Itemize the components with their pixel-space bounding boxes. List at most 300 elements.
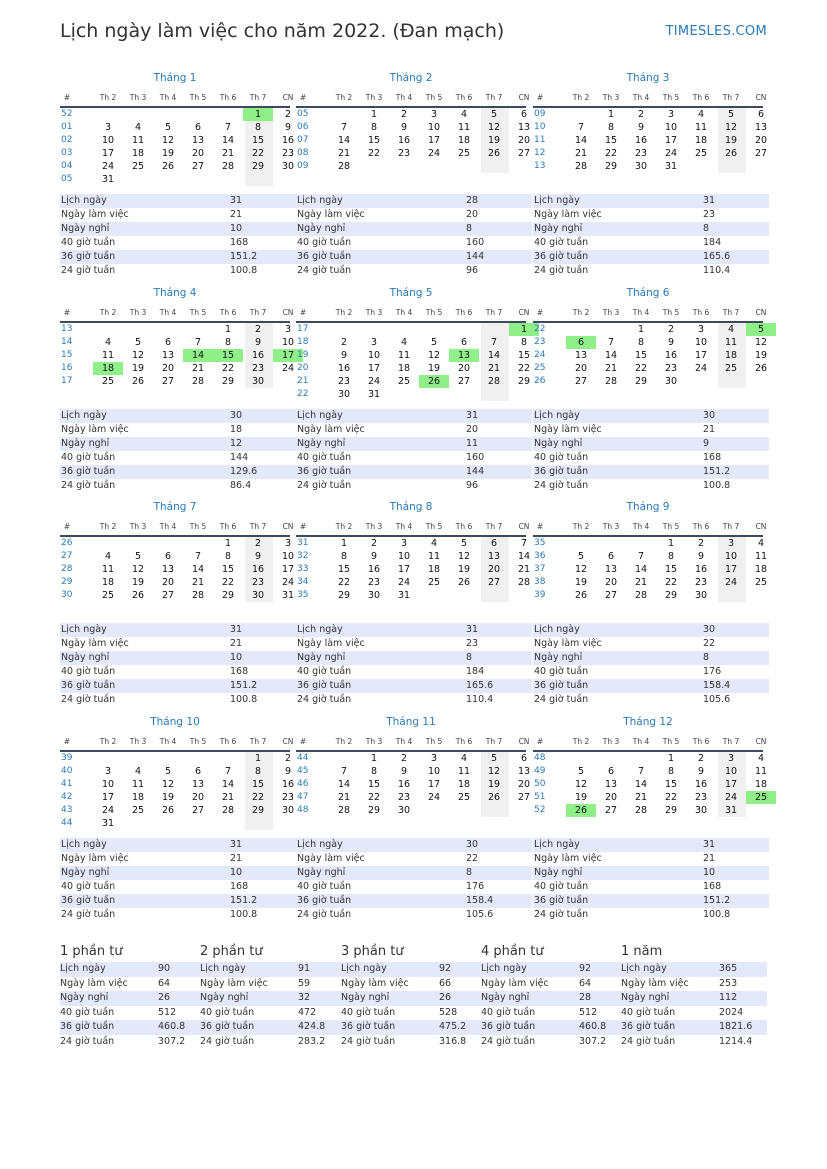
- day-cell[interactable]: 27: [604, 805, 618, 816]
- day-cell[interactable]: 30: [367, 590, 381, 601]
- day-cell[interactable]: 12: [457, 551, 471, 562]
- day-cell[interactable]: 11: [397, 350, 411, 361]
- day-cell[interactable]: 31: [724, 805, 738, 816]
- day-cell[interactable]: 17: [101, 148, 115, 159]
- day-cell[interactable]: 29: [251, 805, 265, 816]
- day-cell[interactable]: 10: [724, 766, 738, 777]
- day-cell[interactable]: 4: [104, 337, 112, 348]
- day-cell[interactable]: 13: [161, 350, 175, 361]
- day-cell[interactable]: 28: [574, 161, 588, 172]
- day-cell[interactable]: 14: [337, 779, 351, 790]
- day-cell[interactable]: 1: [243, 108, 273, 121]
- day-cell[interactable]: 18: [427, 564, 441, 575]
- day-cell[interactable]: 19: [457, 564, 471, 575]
- day-cell[interactable]: 23: [251, 577, 265, 588]
- day-cell[interactable]: 2: [667, 324, 675, 335]
- day-cell[interactable]: 27: [517, 148, 531, 159]
- day-cell[interactable]: 3: [284, 538, 292, 549]
- day-cell[interactable]: 16: [397, 779, 411, 790]
- day-cell[interactable]: 16: [694, 779, 708, 790]
- day-cell[interactable]: 17: [694, 350, 708, 361]
- day-cell[interactable]: 29: [604, 161, 618, 172]
- day-cell[interactable]: 1: [224, 538, 232, 549]
- day-cell[interactable]: 14: [183, 349, 213, 362]
- day-cell[interactable]: 24: [427, 792, 441, 803]
- day-cell[interactable]: 16: [251, 350, 265, 361]
- day-cell[interactable]: 16: [397, 135, 411, 146]
- day-cell[interactable]: 25: [101, 376, 115, 387]
- day-cell[interactable]: 3: [104, 766, 112, 777]
- day-cell[interactable]: 12: [131, 350, 145, 361]
- day-cell[interactable]: 13: [161, 564, 175, 575]
- day-cell[interactable]: 29: [664, 590, 678, 601]
- day-cell[interactable]: 27: [457, 376, 471, 387]
- day-cell[interactable]: 30: [281, 161, 295, 172]
- day-cell[interactable]: 3: [104, 122, 112, 133]
- day-cell[interactable]: 15: [634, 350, 648, 361]
- day-cell[interactable]: 8: [667, 766, 675, 777]
- day-cell[interactable]: 26: [574, 590, 588, 601]
- day-cell[interactable]: 22: [664, 792, 678, 803]
- day-cell[interactable]: 26: [566, 804, 596, 817]
- day-cell[interactable]: 20: [191, 148, 205, 159]
- day-cell[interactable]: 2: [284, 109, 292, 120]
- day-cell[interactable]: 17: [281, 564, 295, 575]
- day-cell[interactable]: 13: [574, 350, 588, 361]
- day-cell[interactable]: 9: [370, 551, 378, 562]
- day-cell[interactable]: 7: [490, 337, 498, 348]
- day-cell[interactable]: 11: [694, 122, 708, 133]
- day-cell[interactable]: 11: [131, 779, 145, 790]
- day-cell[interactable]: 31: [664, 161, 678, 172]
- day-cell[interactable]: 31: [397, 590, 411, 601]
- day-cell[interactable]: 4: [460, 753, 468, 764]
- day-cell[interactable]: 15: [367, 779, 381, 790]
- day-cell[interactable]: 18: [131, 792, 145, 803]
- day-cell[interactable]: 11: [724, 337, 738, 348]
- day-cell[interactable]: 21: [221, 148, 235, 159]
- day-cell[interactable]: 22: [221, 363, 235, 374]
- day-cell[interactable]: 26: [487, 792, 501, 803]
- day-cell[interactable]: 29: [251, 161, 265, 172]
- day-cell[interactable]: 25: [457, 148, 471, 159]
- day-cell[interactable]: 2: [340, 337, 348, 348]
- day-cell[interactable]: 6: [194, 122, 202, 133]
- day-cell[interactable]: 23: [367, 577, 381, 588]
- day-cell[interactable]: 20: [457, 363, 471, 374]
- day-cell[interactable]: 10: [281, 337, 295, 348]
- day-cell[interactable]: 21: [337, 792, 351, 803]
- day-cell[interactable]: 1: [370, 109, 378, 120]
- day-cell[interactable]: 19: [161, 148, 175, 159]
- day-cell[interactable]: 5: [164, 766, 172, 777]
- day-cell[interactable]: 29: [517, 376, 531, 387]
- day-cell[interactable]: 25: [746, 791, 776, 804]
- day-cell[interactable]: 27: [574, 376, 588, 387]
- day-cell[interactable]: 26: [161, 805, 175, 816]
- day-cell[interactable]: 22: [664, 577, 678, 588]
- day-cell[interactable]: 19: [131, 363, 145, 374]
- day-cell[interactable]: 21: [574, 148, 588, 159]
- day-cell[interactable]: 26: [131, 376, 145, 387]
- day-cell[interactable]: 6: [757, 109, 765, 120]
- day-cell[interactable]: 3: [400, 538, 408, 549]
- day-cell[interactable]: 22: [367, 792, 381, 803]
- day-cell[interactable]: 15: [367, 135, 381, 146]
- day-cell[interactable]: 18: [131, 148, 145, 159]
- day-cell[interactable]: 3: [430, 753, 438, 764]
- day-cell[interactable]: 18: [724, 350, 738, 361]
- day-cell[interactable]: 6: [520, 109, 528, 120]
- day-cell[interactable]: 25: [457, 792, 471, 803]
- day-cell[interactable]: 19: [131, 577, 145, 588]
- day-cell[interactable]: 17: [724, 564, 738, 575]
- day-cell[interactable]: 7: [607, 337, 615, 348]
- day-cell[interactable]: 10: [427, 766, 441, 777]
- day-cell[interactable]: 21: [634, 792, 648, 803]
- day-cell[interactable]: 6: [460, 337, 468, 348]
- day-cell[interactable]: 18: [397, 363, 411, 374]
- day-cell[interactable]: 3: [697, 324, 705, 335]
- day-cell[interactable]: 24: [664, 148, 678, 159]
- day-cell[interactable]: 27: [161, 590, 175, 601]
- day-cell[interactable]: 30: [634, 161, 648, 172]
- day-cell[interactable]: 2: [254, 324, 262, 335]
- day-cell[interactable]: 25: [754, 577, 768, 588]
- day-cell[interactable]: 7: [340, 122, 348, 133]
- day-cell[interactable]: 5: [134, 551, 142, 562]
- day-cell[interactable]: 17: [427, 135, 441, 146]
- day-cell[interactable]: 28: [517, 577, 531, 588]
- day-cell[interactable]: 6: [490, 538, 498, 549]
- day-cell[interactable]: 5: [727, 109, 735, 120]
- day-cell[interactable]: 12: [487, 122, 501, 133]
- day-cell[interactable]: 2: [284, 753, 292, 764]
- day-cell[interactable]: 9: [254, 337, 262, 348]
- day-cell[interactable]: 31: [367, 389, 381, 400]
- day-cell[interactable]: 24: [281, 577, 295, 588]
- day-cell[interactable]: 4: [697, 109, 705, 120]
- day-cell[interactable]: 10: [664, 122, 678, 133]
- day-cell[interactable]: 25: [694, 148, 708, 159]
- day-cell[interactable]: 21: [604, 363, 618, 374]
- day-cell[interactable]: 15: [251, 135, 265, 146]
- day-cell[interactable]: 23: [664, 363, 678, 374]
- day-cell[interactable]: 28: [337, 805, 351, 816]
- day-cell[interactable]: 30: [251, 376, 265, 387]
- day-cell[interactable]: 6: [520, 753, 528, 764]
- day-cell[interactable]: 2: [254, 538, 262, 549]
- day-cell[interactable]: 29: [664, 805, 678, 816]
- day-cell[interactable]: 12: [131, 564, 145, 575]
- day-cell[interactable]: 14: [221, 779, 235, 790]
- day-cell[interactable]: 27: [161, 376, 175, 387]
- day-cell[interactable]: 13: [604, 564, 618, 575]
- day-cell[interactable]: 23: [397, 792, 411, 803]
- day-cell[interactable]: 27: [487, 577, 501, 588]
- day-cell[interactable]: 27: [517, 792, 531, 803]
- day-cell[interactable]: 28: [221, 805, 235, 816]
- day-cell[interactable]: 18: [93, 362, 123, 375]
- day-cell[interactable]: 14: [634, 564, 648, 575]
- day-cell[interactable]: 14: [604, 350, 618, 361]
- day-cell[interactable]: 11: [427, 551, 441, 562]
- day-cell[interactable]: 28: [634, 590, 648, 601]
- day-cell[interactable]: 6: [607, 766, 615, 777]
- day-cell[interactable]: 4: [757, 753, 765, 764]
- day-cell[interactable]: 19: [487, 135, 501, 146]
- day-cell[interactable]: 22: [604, 148, 618, 159]
- day-cell[interactable]: 4: [430, 538, 438, 549]
- day-cell[interactable]: 23: [694, 577, 708, 588]
- day-cell[interactable]: 20: [517, 779, 531, 790]
- day-cell[interactable]: 23: [337, 376, 351, 387]
- day-cell[interactable]: 22: [367, 148, 381, 159]
- day-cell[interactable]: 8: [224, 551, 232, 562]
- day-cell[interactable]: 20: [754, 135, 768, 146]
- day-cell[interactable]: 4: [460, 109, 468, 120]
- day-cell[interactable]: 6: [164, 551, 172, 562]
- day-cell[interactable]: 23: [397, 148, 411, 159]
- day-cell[interactable]: 8: [224, 337, 232, 348]
- day-cell[interactable]: 7: [194, 337, 202, 348]
- day-cell[interactable]: 16: [694, 564, 708, 575]
- day-cell[interactable]: 19: [427, 363, 441, 374]
- day-cell[interactable]: 16: [281, 779, 295, 790]
- day-cell[interactable]: 5: [746, 323, 776, 336]
- day-cell[interactable]: 23: [694, 792, 708, 803]
- day-cell[interactable]: 25: [397, 376, 411, 387]
- day-cell[interactable]: 15: [213, 349, 243, 362]
- day-cell[interactable]: 5: [577, 766, 585, 777]
- day-cell[interactable]: 2: [637, 109, 645, 120]
- day-cell[interactable]: 26: [131, 590, 145, 601]
- day-cell[interactable]: 1: [340, 538, 348, 549]
- day-cell[interactable]: 29: [367, 805, 381, 816]
- day-cell[interactable]: 4: [727, 324, 735, 335]
- day-cell[interactable]: 31: [101, 174, 115, 185]
- day-cell[interactable]: 12: [754, 337, 768, 348]
- day-cell[interactable]: 27: [604, 590, 618, 601]
- day-cell[interactable]: 24: [724, 792, 738, 803]
- day-cell[interactable]: 9: [697, 551, 705, 562]
- day-cell[interactable]: 12: [574, 564, 588, 575]
- day-cell[interactable]: 23: [281, 148, 295, 159]
- day-cell[interactable]: 3: [430, 109, 438, 120]
- day-cell[interactable]: 21: [517, 564, 531, 575]
- day-cell[interactable]: 29: [221, 590, 235, 601]
- day-cell[interactable]: 9: [697, 766, 705, 777]
- day-cell[interactable]: 28: [487, 376, 501, 387]
- day-cell[interactable]: 1: [254, 753, 262, 764]
- day-cell[interactable]: 15: [517, 350, 531, 361]
- day-cell[interactable]: 11: [457, 122, 471, 133]
- day-cell[interactable]: 10: [101, 779, 115, 790]
- day-cell[interactable]: 20: [161, 577, 175, 588]
- day-cell[interactable]: 11: [101, 564, 115, 575]
- day-cell[interactable]: 22: [337, 577, 351, 588]
- day-cell[interactable]: 16: [337, 363, 351, 374]
- day-cell[interactable]: 25: [131, 161, 145, 172]
- day-cell[interactable]: 20: [161, 363, 175, 374]
- day-cell[interactable]: 14: [191, 564, 205, 575]
- day-cell[interactable]: 8: [370, 122, 378, 133]
- day-cell[interactable]: 1: [667, 538, 675, 549]
- day-cell[interactable]: 20: [574, 363, 588, 374]
- day-cell[interactable]: 9: [284, 766, 292, 777]
- day-cell[interactable]: 30: [251, 590, 265, 601]
- day-cell[interactable]: 28: [337, 161, 351, 172]
- day-cell[interactable]: 10: [367, 350, 381, 361]
- day-cell[interactable]: 17: [397, 564, 411, 575]
- day-cell[interactable]: 8: [370, 766, 378, 777]
- day-cell[interactable]: 17: [724, 779, 738, 790]
- day-cell[interactable]: 21: [191, 577, 205, 588]
- day-cell[interactable]: 30: [664, 376, 678, 387]
- day-cell[interactable]: 24: [101, 161, 115, 172]
- day-cell[interactable]: 8: [520, 337, 528, 348]
- day-cell[interactable]: 24: [694, 363, 708, 374]
- day-cell[interactable]: 5: [460, 538, 468, 549]
- day-cell[interactable]: 24: [724, 577, 738, 588]
- day-cell[interactable]: 1: [637, 324, 645, 335]
- day-cell[interactable]: 18: [101, 577, 115, 588]
- day-cell[interactable]: 12: [724, 122, 738, 133]
- day-cell[interactable]: 9: [667, 337, 675, 348]
- day-cell[interactable]: 3: [370, 337, 378, 348]
- day-cell[interactable]: 11: [754, 766, 768, 777]
- day-cell[interactable]: 10: [101, 135, 115, 146]
- day-cell[interactable]: 16: [281, 135, 295, 146]
- day-cell[interactable]: 3: [284, 324, 292, 335]
- day-cell[interactable]: 2: [400, 753, 408, 764]
- day-cell[interactable]: 8: [254, 122, 262, 133]
- day-cell[interactable]: 23: [251, 363, 265, 374]
- day-cell[interactable]: 10: [281, 551, 295, 562]
- day-cell[interactable]: 25: [427, 577, 441, 588]
- day-cell[interactable]: 26: [754, 363, 768, 374]
- day-cell[interactable]: 9: [400, 122, 408, 133]
- day-cell[interactable]: 2: [370, 538, 378, 549]
- day-cell[interactable]: 27: [754, 148, 768, 159]
- day-cell[interactable]: 28: [191, 590, 205, 601]
- day-cell[interactable]: 15: [337, 564, 351, 575]
- day-cell[interactable]: 7: [224, 766, 232, 777]
- day-cell[interactable]: 7: [637, 766, 645, 777]
- day-cell[interactable]: 3: [667, 109, 675, 120]
- day-cell[interactable]: 13: [191, 779, 205, 790]
- day-cell[interactable]: 20: [487, 564, 501, 575]
- day-cell[interactable]: 26: [487, 148, 501, 159]
- day-cell[interactable]: 9: [254, 551, 262, 562]
- day-cell[interactable]: 2: [400, 109, 408, 120]
- day-cell[interactable]: 14: [221, 135, 235, 146]
- day-cell[interactable]: 18: [694, 135, 708, 146]
- day-cell[interactable]: 20: [604, 792, 618, 803]
- day-cell[interactable]: 11: [131, 135, 145, 146]
- day-cell[interactable]: 12: [487, 766, 501, 777]
- day-cell[interactable]: 27: [191, 805, 205, 816]
- day-cell[interactable]: 7: [340, 766, 348, 777]
- day-cell[interactable]: 16: [634, 135, 648, 146]
- day-cell[interactable]: 25: [101, 590, 115, 601]
- day-cell[interactable]: 14: [574, 135, 588, 146]
- day-cell[interactable]: 13: [754, 122, 768, 133]
- day-cell[interactable]: 10: [694, 337, 708, 348]
- day-cell[interactable]: 7: [520, 538, 528, 549]
- day-cell[interactable]: 8: [340, 551, 348, 562]
- day-cell[interactable]: 3: [727, 538, 735, 549]
- day-cell[interactable]: 4: [134, 766, 142, 777]
- day-cell[interactable]: 18: [754, 779, 768, 790]
- day-cell[interactable]: 19: [574, 792, 588, 803]
- day-cell[interactable]: 2: [697, 538, 705, 549]
- day-cell[interactable]: 29: [337, 590, 351, 601]
- day-cell[interactable]: 16: [251, 564, 265, 575]
- day-cell[interactable]: 21: [337, 148, 351, 159]
- day-cell[interactable]: 5: [430, 337, 438, 348]
- day-cell[interactable]: 26: [419, 375, 449, 388]
- day-cell[interactable]: 1: [607, 109, 615, 120]
- day-cell[interactable]: 9: [637, 122, 645, 133]
- day-cell[interactable]: 8: [607, 122, 615, 133]
- day-cell[interactable]: 22: [251, 792, 265, 803]
- day-cell[interactable]: 3: [727, 753, 735, 764]
- day-cell[interactable]: 5: [577, 551, 585, 562]
- day-cell[interactable]: 22: [251, 148, 265, 159]
- day-cell[interactable]: 14: [517, 551, 531, 562]
- brand-link[interactable]: TIMESLES.COM: [665, 24, 767, 39]
- day-cell[interactable]: 12: [574, 779, 588, 790]
- day-cell[interactable]: 22: [517, 363, 531, 374]
- day-cell[interactable]: 15: [664, 564, 678, 575]
- day-cell[interactable]: 6: [164, 337, 172, 348]
- day-cell[interactable]: 31: [101, 818, 115, 829]
- day-cell[interactable]: 8: [637, 337, 645, 348]
- day-cell[interactable]: 19: [754, 350, 768, 361]
- day-cell[interactable]: 17: [367, 363, 381, 374]
- day-cell[interactable]: 8: [667, 551, 675, 562]
- day-cell[interactable]: 1: [224, 324, 232, 335]
- day-cell[interactable]: 5: [134, 337, 142, 348]
- day-cell[interactable]: 26: [161, 161, 175, 172]
- day-cell[interactable]: 13: [517, 766, 531, 777]
- day-cell[interactable]: 17: [664, 135, 678, 146]
- day-cell[interactable]: 18: [457, 135, 471, 146]
- day-cell[interactable]: 23: [634, 148, 648, 159]
- day-cell[interactable]: 4: [134, 122, 142, 133]
- day-cell[interactable]: 21: [634, 577, 648, 588]
- day-cell[interactable]: 1: [667, 753, 675, 764]
- day-cell[interactable]: 17: [273, 349, 303, 362]
- day-cell[interactable]: 30: [694, 590, 708, 601]
- day-cell[interactable]: 29: [221, 376, 235, 387]
- day-cell[interactable]: 31: [281, 590, 295, 601]
- day-cell[interactable]: 10: [724, 551, 738, 562]
- day-cell[interactable]: 15: [604, 135, 618, 146]
- day-cell[interactable]: 13: [449, 349, 479, 362]
- day-cell[interactable]: 4: [104, 551, 112, 562]
- day-cell[interactable]: 1: [509, 323, 539, 336]
- day-cell[interactable]: 1: [370, 753, 378, 764]
- day-cell[interactable]: 13: [487, 551, 501, 562]
- day-cell[interactable]: 20: [604, 577, 618, 588]
- day-cell[interactable]: 21: [487, 363, 501, 374]
- day-cell[interactable]: 23: [281, 792, 295, 803]
- day-cell[interactable]: 18: [754, 564, 768, 575]
- day-cell[interactable]: 16: [664, 350, 678, 361]
- day-cell[interactable]: 9: [284, 122, 292, 133]
